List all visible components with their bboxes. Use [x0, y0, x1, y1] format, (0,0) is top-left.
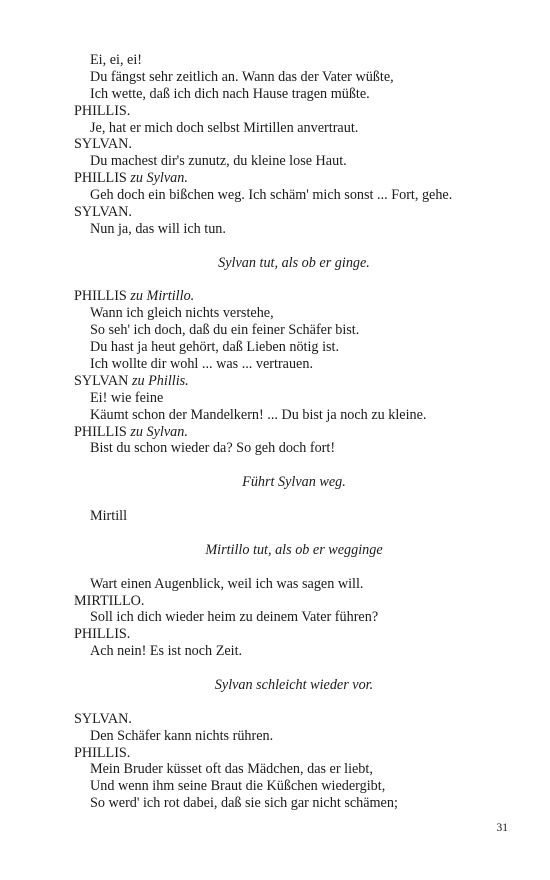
speaker-label [74, 711, 514, 728]
verse-line: Je, hat er mich doch selbst Mirtillen anvertraut. [90, 119, 359, 136]
blank-line [74, 525, 514, 542]
verse-line: Du hast ja heut gehört, daß Lieben nötig ist. [90, 339, 340, 356]
speaker-name: PHILLIS. [74, 626, 131, 643]
verse-line: So werd' ich rot dabei, daß sie sich gar nicht schämen; [90, 795, 398, 812]
verse-line: Und wenn ihm seine Braut die Küßchen wiedergibt, [90, 778, 386, 795]
speaker-label [74, 170, 514, 187]
speaker-name: MIRTILLO. [74, 592, 145, 609]
verse-line: Wann ich gleich nichts verstehe, [90, 305, 274, 322]
verse-line: Soll ich dich wieder heim zu deinem Vater führen? [90, 609, 379, 626]
stage-direction: Sylvan schleicht wieder vor. [214, 676, 374, 693]
verse-line: Käumt schon der Mandelkern! ... Du bist ja noch zu kleine. [90, 406, 427, 423]
speaker-direction: zu Phillis. [131, 372, 189, 389]
verse-line: So seh' ich doch, daß du ein feiner Schäfer bist. [90, 322, 360, 339]
blank-line [74, 660, 514, 677]
verse-line: Wart einen Augenblick, weil ich was sagen will. [90, 575, 364, 592]
speaker-name: PHILLIS [74, 423, 131, 440]
verse-line: Du fängst sehr zeitlich an. Wann das der Vater wüßte, [90, 68, 394, 85]
speaker-name: PHILLIS. [74, 744, 131, 761]
verse-line: Mirtill [90, 508, 128, 525]
verse-line: Geh doch ein bißchen weg. Ich schäm' mich sonst ... Fort, gehe. [90, 187, 453, 204]
blank-line [74, 457, 514, 474]
speaker-label [74, 373, 514, 390]
blank-line [74, 694, 514, 711]
blank-line [74, 559, 514, 576]
stage-direction: Mirtillo tut, als ob er wegginge [205, 541, 383, 558]
speaker-label [74, 103, 514, 120]
blank-line [74, 272, 514, 289]
verse-line: Ich wette, daß ich dich nach Hause tragen müßte. [90, 85, 370, 102]
speaker-name: PHILLIS. [74, 102, 131, 119]
stage-direction: Sylvan tut, als ob er ginge. [218, 254, 370, 271]
speaker-name: PHILLIS [74, 288, 131, 305]
speaker-direction: zu Sylvan. [130, 170, 188, 187]
verse-line: Mein Bruder küsset oft das Mädchen, das er liebt, [90, 761, 373, 778]
speaker-name: SYLVAN. [74, 204, 132, 221]
blank-line [74, 238, 514, 255]
speaker-label [74, 204, 514, 221]
speaker-name: PHILLIS [74, 170, 131, 187]
verse-line: Ei, ei, ei! [90, 52, 142, 68]
speaker-name: SYLVAN. [74, 136, 132, 153]
verse-line: Ich wollte dir wohl ... was ... vertrauen. [90, 356, 313, 373]
verse-line: Du machest dir's zunutz, du kleine lose Haut. [90, 153, 347, 170]
blank-line [74, 491, 514, 508]
verse-line: Ach nein! Es ist noch Zeit. [90, 643, 243, 660]
speaker-label [74, 626, 514, 643]
speaker-label [74, 593, 514, 610]
speaker-label [74, 288, 514, 305]
verse-line: Nun ja, das will ich tun. [90, 220, 226, 237]
speaker-label [74, 424, 514, 441]
page-number: 31 [496, 822, 508, 834]
speaker-name: SYLVAN. [74, 710, 132, 727]
speaker-label [74, 136, 514, 153]
speaker-name: SYLVAN [74, 372, 132, 389]
speaker-direction: zu Mirtillo. [130, 288, 195, 305]
play-text [74, 52, 514, 812]
speaker-label [74, 745, 514, 762]
verse-line: Den Schäfer kann nichts rühren. [90, 727, 274, 744]
verse-line: Bist du schon wieder da? So geh doch fort! [90, 440, 336, 457]
verse-line: Ei! wie feine [90, 389, 164, 406]
speaker-direction: zu Sylvan. [130, 423, 188, 440]
stage-direction: Führt Sylvan weg. [242, 474, 346, 491]
